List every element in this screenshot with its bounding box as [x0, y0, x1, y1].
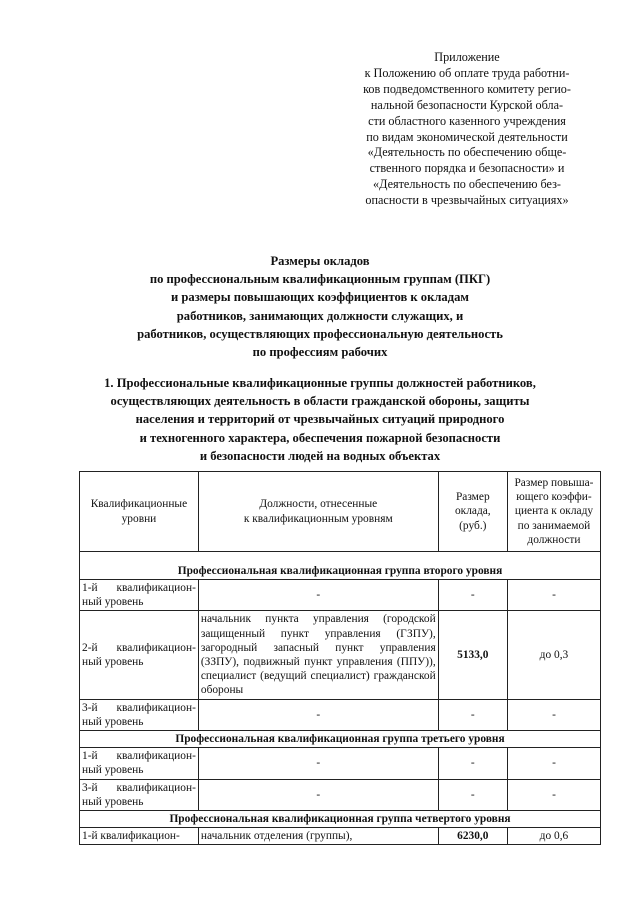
- appendix-line: ков подведомственного комитету регио-: [363, 81, 571, 96]
- coefficient-cell: -: [507, 779, 600, 810]
- group-title: Профессиональная квалификационная группа второго уровня: [80, 552, 601, 580]
- coefficient-cell: -: [507, 748, 600, 779]
- table-row: [80, 611, 601, 699]
- header-salary-line: Размер: [455, 491, 490, 504]
- header-positions-line: Должности, отнесенные: [259, 498, 378, 511]
- level-line: ный уровень: [82, 795, 144, 808]
- level-line: ный уровень: [82, 656, 144, 669]
- appendix-line: по видам экономической деятельности: [366, 129, 568, 144]
- salary-cell: 5133,0: [438, 611, 507, 699]
- group-row: [80, 552, 601, 580]
- header-coef-line: Размер повыша-: [514, 476, 594, 489]
- coefficient-cell: -: [507, 699, 600, 730]
- section-line: и техногенного характера, обеспечения пожарной безопасности: [139, 430, 501, 445]
- table-row: [80, 779, 601, 810]
- heading-line: и размеры повышающих коэффициентов к окладам: [171, 290, 469, 305]
- section-title: [70, 374, 570, 465]
- header-level: [80, 472, 199, 552]
- appendix-line: к Положению об оплате труда работни-: [364, 65, 570, 80]
- heading-line: по профессиональным квалификационным группам (ПКГ): [149, 272, 491, 287]
- level-cell: [80, 580, 199, 611]
- appendix-note: [336, 50, 598, 209]
- salary-cell: -: [438, 580, 507, 611]
- heading-line: Размеры окладов: [270, 254, 370, 268]
- header-coefficient: [507, 472, 600, 552]
- level-line: 3-й квалификацион-: [82, 701, 196, 714]
- header-positions-line: к квалификационным уровням: [243, 512, 393, 525]
- group-title: Профессиональная квалификационная группа четвертого уровня: [80, 811, 601, 828]
- positions-cell: начальник пункта управления (городской защищенный пункт управления (ГЗПУ), загородный запасный пункт управления (ЗЗПУ), подвижный пункт управления (ППУ)), специалист (ведущий специалист) гражданской обороны: [198, 611, 438, 699]
- level-cell: [80, 748, 199, 779]
- positions-cell: -: [198, 580, 438, 611]
- table-header-row: [80, 472, 601, 552]
- table-row: [80, 580, 601, 611]
- group-row: [80, 811, 601, 828]
- table-row: [80, 699, 601, 730]
- coefficient-cell: до 0,6: [507, 828, 600, 845]
- heading-line: работников, осуществляющих профессиональную деятельность: [137, 326, 503, 341]
- header-salary-line: оклада,: [454, 505, 491, 518]
- coefficient-cell: -: [507, 580, 600, 611]
- positions-cell: -: [198, 699, 438, 730]
- appendix-line: ственного порядка и безопасности» и: [369, 161, 565, 176]
- header-level-line: уровни: [121, 512, 157, 525]
- positions-cell: -: [198, 779, 438, 810]
- section-line: населения и территорий от чрезвычайных ситуаций природного: [135, 412, 505, 427]
- level-line: 1-й квалификацион-: [82, 830, 180, 843]
- level-line: ный уровень: [82, 715, 144, 728]
- table-row: [80, 748, 601, 779]
- positions-cell: начальник отделения (группы),: [198, 828, 438, 845]
- header-coef-line: должности: [527, 533, 581, 546]
- header-level-line: Квалификационные: [90, 498, 188, 511]
- level-line: 1-й квалификацион-: [82, 582, 196, 594]
- header-coef-line: циента к окладу: [514, 505, 594, 518]
- table-row: [80, 828, 601, 845]
- salary-cell: -: [438, 748, 507, 779]
- header-salary: [438, 472, 507, 552]
- positions-cell: -: [198, 748, 438, 779]
- salary-cell: 6230,0: [438, 828, 507, 845]
- group-row: [80, 731, 601, 748]
- level-line: ный уровень: [82, 764, 144, 777]
- salary-cell: -: [438, 699, 507, 730]
- appendix-line: «Деятельность по обеспечению без-: [373, 177, 561, 192]
- header-salary-line: (руб.): [459, 519, 487, 532]
- level-cell: [80, 779, 199, 810]
- group-title: Профессиональная квалификационная группа третьего уровня: [80, 731, 601, 748]
- section-line: и безопасности людей на водных объектах: [199, 448, 441, 463]
- level-cell: [80, 699, 199, 730]
- coefficient-cell: до 0,3: [507, 611, 600, 699]
- heading-line: по профессиям рабочих: [252, 345, 388, 360]
- level-line: 2-й квалификацион-: [82, 641, 196, 654]
- level-cell: [80, 611, 199, 699]
- level-cell: [80, 828, 199, 845]
- appendix-line: опасности в чрезвычайных ситуациях»: [365, 193, 569, 208]
- section-line: осуществляющих деятельность в области гражданской обороны, защиты: [110, 394, 530, 409]
- appendix-title: Приложение: [434, 50, 500, 64]
- header-coef-line: ющего коэффи-: [516, 491, 592, 504]
- section-line: 1. Профессиональные квалификационные группы должностей работников,: [104, 376, 536, 390]
- header-positions: [198, 472, 438, 552]
- appendix-line: нальной безопасности Курской обла-: [370, 97, 564, 112]
- document-heading: [90, 252, 550, 361]
- level-line: ный уровень: [82, 596, 144, 609]
- salary-table: [79, 471, 601, 845]
- salary-cell: -: [438, 779, 507, 810]
- heading-line: работников, занимающих должности служащих, и: [176, 308, 464, 323]
- level-line: 1-й квалификацион-: [82, 750, 196, 763]
- level-line: 3-й квалификацион-: [82, 781, 196, 794]
- appendix-line: сти областного казенного учреждения: [368, 113, 566, 128]
- appendix-line: «Деятельность по обеспечению обще-: [367, 145, 567, 160]
- header-coef-line: по занимаемой: [517, 519, 591, 532]
